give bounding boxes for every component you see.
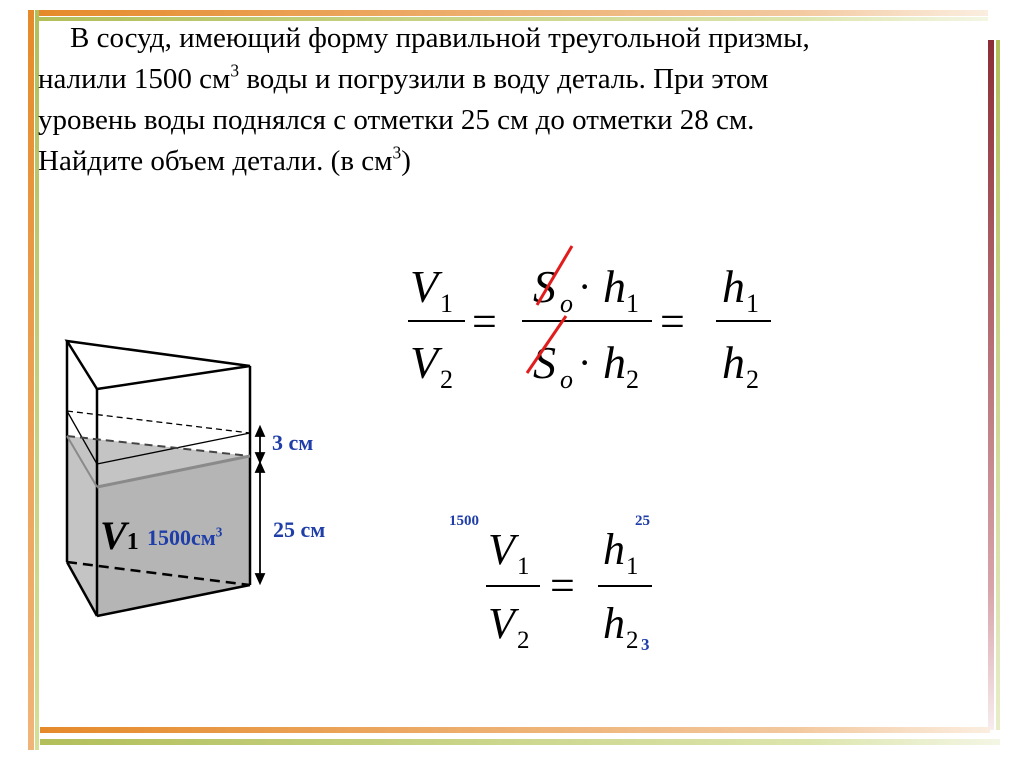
- f1-h1-top-sub: 1: [746, 289, 759, 318]
- f2-h-bottom-sub: 2: [626, 627, 639, 654]
- dim-25cm-arrow-top: [256, 463, 264, 472]
- problem-line-4-text: Найдите объем детали. (в см: [38, 145, 393, 177]
- prism-volume-letter: V: [100, 513, 127, 558]
- f1-eq-2: =: [660, 297, 685, 346]
- dim-25cm-arrow-bottom: [256, 574, 264, 583]
- f1-s-top-sub: o: [560, 289, 573, 318]
- problem-line-2-rest: воды и погрузили в воду деталь. При этом: [239, 63, 769, 95]
- f2-eq: =: [550, 561, 575, 610]
- f1-h-bottom-sub: 2: [626, 365, 639, 394]
- problem-line-2-text: налили 1500 см: [38, 63, 231, 95]
- note-h2-3: 3: [641, 635, 650, 654]
- problem-line-4-sup: 3: [392, 142, 402, 163]
- f1-s-top: S: [533, 261, 556, 312]
- prism-volume-label: [100, 512, 139, 559]
- f2-h-top: h: [603, 525, 625, 574]
- formula-ratio-1: [408, 261, 771, 394]
- problem-line-1: В сосуд, имеющий форму правильной треугольной призмы,: [70, 22, 810, 54]
- note-h1-25: 25: [635, 513, 650, 529]
- f1-h2-bottom-sub: 2: [746, 365, 759, 394]
- f2-v-top-sub: 1: [517, 553, 530, 580]
- f1-h-top: h: [603, 261, 626, 312]
- f1-v-bottom-sub: 2: [440, 365, 453, 394]
- f2-v-bottom-sub: 2: [517, 627, 530, 654]
- f1-h-bottom: h: [603, 337, 626, 388]
- prism-volume-sub: 1: [126, 529, 139, 555]
- f1-s-bottom: S: [533, 337, 556, 388]
- f1-h2-bottom: h: [722, 337, 745, 388]
- problem-line-4-rest: ): [401, 145, 411, 177]
- f1-v-top-sub: 1: [440, 289, 453, 318]
- f1-v-bottom: V: [410, 337, 439, 388]
- f2-v-bottom: V: [488, 599, 515, 648]
- f1-h-top-sub: 1: [626, 289, 639, 318]
- f1-h1-top: h: [722, 261, 745, 312]
- f2-v-top: V: [488, 525, 515, 574]
- height-3cm-label: 3 см: [272, 430, 314, 455]
- problem-line-2-sup: 3: [230, 60, 240, 81]
- dim-3cm-arrow-top: [256, 427, 264, 436]
- f1-eq-1: =: [472, 297, 497, 346]
- f2-h-bottom: h: [603, 599, 625, 648]
- level-28-back: [67, 411, 250, 433]
- prism-volume-value-text: 1500см: [147, 525, 216, 550]
- prism-top-face: [67, 341, 250, 389]
- prism-volume-value-sup: 3: [215, 524, 223, 540]
- prism-volume-value: [147, 525, 222, 551]
- height-25cm-label: 25 см: [273, 517, 326, 542]
- f1-s-bottom-sub: o: [560, 365, 573, 394]
- note-v1-1500: 1500: [449, 513, 479, 529]
- f1-dot-bottom: ·: [578, 340, 592, 385]
- f2-h-top-sub: 1: [626, 553, 639, 580]
- dim-3cm-arrow-bottom: [256, 453, 264, 462]
- problem-line-3: уровень воды поднялся с отметки 25 см до отметки 28 см.: [38, 104, 755, 136]
- f1-dot-top: ·: [578, 264, 592, 309]
- f1-v-top: V: [410, 261, 439, 312]
- formula-ratio-2: [486, 525, 652, 654]
